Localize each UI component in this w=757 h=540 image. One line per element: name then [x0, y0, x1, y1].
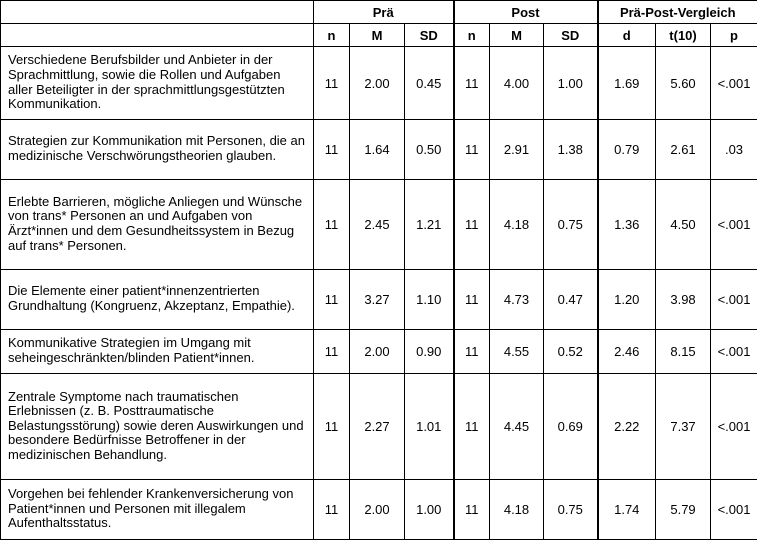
pre-n: 11 [314, 47, 350, 120]
pre-n: 11 [314, 374, 350, 480]
post-n: 11 [454, 374, 490, 480]
pre-n: 11 [314, 270, 350, 330]
pre-m: 2.00 [350, 47, 405, 120]
pre-m: 2.00 [350, 330, 405, 374]
post-m: 2.91 [490, 120, 544, 180]
pre-n: 11 [314, 120, 350, 180]
post-m: 4.18 [490, 480, 544, 540]
post-n: 11 [454, 120, 490, 180]
group-header-comparison: Prä-Post-Vergleich [598, 1, 757, 24]
pre-sd: 1.00 [405, 480, 454, 540]
table-row [1, 330, 757, 374]
header-empty [1, 24, 314, 47]
col-header-pre-n: n [314, 24, 350, 47]
post-m: 4.18 [490, 180, 544, 270]
t-value: 2.61 [656, 120, 711, 180]
group-header-row [1, 1, 757, 24]
col-header-post-m: M [490, 24, 544, 47]
pre-sd: 1.10 [405, 270, 454, 330]
t-value: 4.50 [656, 180, 711, 270]
post-m: 4.45 [490, 374, 544, 480]
post-n: 11 [454, 330, 490, 374]
pre-m: 3.27 [350, 270, 405, 330]
post-sd: 0.69 [544, 374, 598, 480]
table-row [1, 374, 757, 480]
pre-sd: 1.01 [405, 374, 454, 480]
table-row [1, 120, 757, 180]
post-sd: 0.75 [544, 180, 598, 270]
post-n: 11 [454, 480, 490, 540]
t-value: 8.15 [656, 330, 711, 374]
post-sd: 0.47 [544, 270, 598, 330]
col-header-d: d [598, 24, 656, 47]
post-sd: 1.38 [544, 120, 598, 180]
pre-sd: 1.21 [405, 180, 454, 270]
table-row [1, 480, 757, 540]
row-label: Die Elemente einer patient*innenzentrierten Grundhaltung (Kongruenz, Akzeptanz, Empathie). [1, 270, 314, 330]
post-m: 4.73 [490, 270, 544, 330]
col-header-post-sd: SD [544, 24, 598, 47]
col-header-pre-sd: SD [405, 24, 454, 47]
col-header-pre-m: M [350, 24, 405, 47]
p-value: <.001 [711, 480, 757, 540]
pre-sd: 0.50 [405, 120, 454, 180]
effect-d: 1.36 [598, 180, 656, 270]
p-value: <.001 [711, 374, 757, 480]
pre-m: 1.64 [350, 120, 405, 180]
effect-d: 0.79 [598, 120, 656, 180]
col-header-t: t(10) [656, 24, 711, 47]
group-header-pre: Prä [314, 1, 454, 24]
pre-n: 11 [314, 330, 350, 374]
pre-m: 2.00 [350, 480, 405, 540]
col-header-post-n: n [454, 24, 490, 47]
effect-d: 1.74 [598, 480, 656, 540]
pre-m: 2.45 [350, 180, 405, 270]
post-sd: 0.52 [544, 330, 598, 374]
effect-d: 2.46 [598, 330, 656, 374]
p-value: <.001 [711, 180, 757, 270]
row-label: Verschiedene Berufsbilder und Anbieter in der Sprachmittlung, sowie die Rollen und Aufgaben aller Beteiligter in der sprachmittlungsgestützten Kommunikation. [1, 47, 314, 120]
p-value: <.001 [711, 270, 757, 330]
p-value: .03 [711, 120, 757, 180]
effect-d: 1.20 [598, 270, 656, 330]
pre-sd: 0.90 [405, 330, 454, 374]
post-m: 4.00 [490, 47, 544, 120]
group-header-post: Post [454, 1, 598, 24]
effect-d: 2.22 [598, 374, 656, 480]
post-sd: 1.00 [544, 47, 598, 120]
row-label: Kommunikative Strategien im Umgang mit seheingeschränkten/blinden Patient*innen. [1, 330, 314, 374]
pre-n: 11 [314, 180, 350, 270]
row-label: Strategien zur Kommunikation mit Personen, die an medizinische Verschwörungstheorien glauben. [1, 120, 314, 180]
post-n: 11 [454, 270, 490, 330]
col-header-p: p [711, 24, 757, 47]
row-label: Vorgehen bei fehlender Krankenversicherung von Patient*innen und Personen mit illegalem Aufenthaltsstatus. [1, 480, 314, 540]
column-header-row [1, 24, 757, 47]
post-sd: 0.75 [544, 480, 598, 540]
t-value: 3.98 [656, 270, 711, 330]
pre-n: 11 [314, 480, 350, 540]
post-n: 11 [454, 47, 490, 120]
pre-sd: 0.45 [405, 47, 454, 120]
table-row [1, 180, 757, 270]
table-row [1, 270, 757, 330]
post-n: 11 [454, 180, 490, 270]
pre-m: 2.27 [350, 374, 405, 480]
row-label: Zentrale Symptome nach traumatischen Erlebnissen (z. B. Posttraumatische Belastungsstörung) sowie deren Auswirkungen und besondere Bedürfnisse Betroffener in der medizinischen Behandlung. [1, 374, 314, 480]
p-value: <.001 [711, 330, 757, 374]
t-value: 5.60 [656, 47, 711, 120]
t-value: 7.37 [656, 374, 711, 480]
effect-d: 1.69 [598, 47, 656, 120]
p-value: <.001 [711, 47, 757, 120]
post-m: 4.55 [490, 330, 544, 374]
table-row [1, 47, 757, 120]
t-value: 5.79 [656, 480, 711, 540]
row-label: Erlebte Barrieren, mögliche Anliegen und Wünsche von trans* Personen an und Aufgaben von Ärzt*innen und dem Gesundheitssystem in Bezug auf trans* Personen. [1, 180, 314, 270]
header-empty [1, 1, 314, 24]
